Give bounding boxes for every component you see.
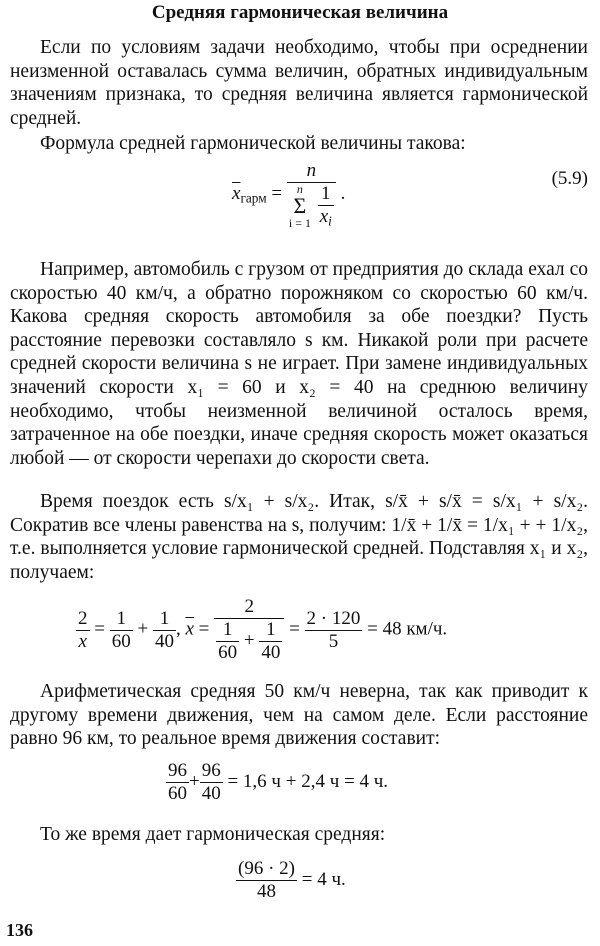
page-number: 136 [6,920,33,940]
plus-sign: + [243,629,255,651]
frac-num: 2 [244,596,254,617]
inner-numerator: 1 [321,183,331,204]
sigma-symbol: Σ [293,193,307,219]
sum-lower-limit: i = 1 [288,216,311,231]
formula-period: . [340,183,346,205]
equation-time-sum [166,760,388,805]
frac-den: 48 [236,880,297,903]
frac-num: 1 [159,607,170,629]
frac-den [214,618,284,664]
equation-result: = 48 км/ч. [367,618,448,640]
x-bar: $\overline{x}$ [185,618,194,640]
formula-equals: = [271,183,283,205]
frac-num: 2 · 120 [306,607,361,629]
fraction-1-over-60 [110,608,133,653]
fraction-1-over-40 [259,619,282,664]
plus-sign: + [137,618,149,640]
equation-result: = 4 ч. [301,868,346,890]
frac-num: 96 [201,760,221,781]
paragraph-example: Например, автомобиль с грузом от предприятия до склада ехал со скоростью 40 км/ч, а обратно порожняком со скоростью 60 км/ч. Какова средняя скорость автомобиля за обе поездки? Пусть расстояние перевозки составляло s км. Никакой роли при расчете средней скорости величина s не играет. При замене индивидуальных значений скорости x₁ = 60 и x₂ = 40 на среднюю величину необходимо, чтобы неизменной величиной осталось время, затраченное на обе поездки, иначе средняя скорость может оказаться любой — от скорости черепахи до скорости света. [10,259,588,469]
section-title: Средняя гармоническая величина [151,2,449,23]
fraction-240-over-5 [305,608,363,653]
fraction-1-over-60 [216,619,239,664]
inner-den-subscript: i [328,213,332,229]
frac-den: 40 [154,630,174,652]
inner-denominator [318,205,334,229]
frac-num: 1 [116,607,126,629]
paragraph-definition: Если по условиям задачи необходимо, чтобы при осреднении неизменной оставалась сумма величин, обратных индивидуальным значениям признака, то средняя величина является гармонической средней. [10,37,588,129]
frac-num: 2 [78,607,88,629]
equation-number: (5.9) [551,168,588,189]
harmonic-mean-formula [232,160,345,229]
formula-fraction [287,160,336,229]
frac-den: 40 [201,783,221,804]
equals-sign: = [289,618,300,640]
paragraph-formula-intro: Формула средней гармонической величины такова: [40,133,466,154]
equation-result: = 1,6 ч + 2,4 ч = 4 ч. [227,770,389,792]
equals-sign: = [198,618,210,640]
fraction-192-over-48 [236,858,297,903]
frac-num: 96 [168,760,187,781]
comma: , [175,618,181,640]
formula-lhs-subscript: гарм [240,190,267,206]
frac-num: 1 [222,619,233,640]
inner-den-variable: x [319,206,329,227]
frac-num: (96 · 2) [238,858,295,879]
plus-sign: + [189,770,200,792]
frac-den: x [76,630,90,653]
frac-den: 60 [218,642,238,663]
paragraph-harmonic-same-time: То же время дает гармоническая средняя: [40,824,386,845]
inner-fraction [318,183,334,229]
sum-upper-limit: n [296,182,303,197]
equation-calculation [76,596,447,664]
fraction-1-over-40 [153,608,176,653]
formula-numerator: n [306,160,317,181]
paragraph-derivation: Время поездок есть s/x₁ + s/x₂. Итак, s/x̄ + s/x̄ = s/x₁ + s/x₂. Сократив все члены равенства на s, получим: 1/x̄ + 1/x̄ = 1/x₁ + + 1/x₂, т.е. выполняется условие гармонической средней. Подставляя x₁ и x₂, получаем: [10,491,588,583]
fraction-2-over-x [76,608,90,653]
equals-sign: = [94,618,105,640]
fraction-96-over-60 [166,760,189,805]
frac-den: 60 [168,783,187,804]
frac-den: 60 [111,630,131,652]
compound-fraction [214,596,284,664]
formula-lhs-variable: $\overline{x}$ [232,183,241,205]
frac-den: 5 [305,630,363,653]
equation-harmonic-time [236,858,346,903]
paragraph-arithmetic-comparison: Арифметическая средняя 50 км/ч неверна, так как приводит к другому времени движения, чем на самом деле. Если расстояние равно 96 км, то реальное время движения составит: [10,681,588,750]
frac-den: 40 [261,642,281,663]
frac-num: 1 [266,619,276,640]
fraction-96-over-40 [200,760,223,805]
formula-denominator [287,182,336,229]
